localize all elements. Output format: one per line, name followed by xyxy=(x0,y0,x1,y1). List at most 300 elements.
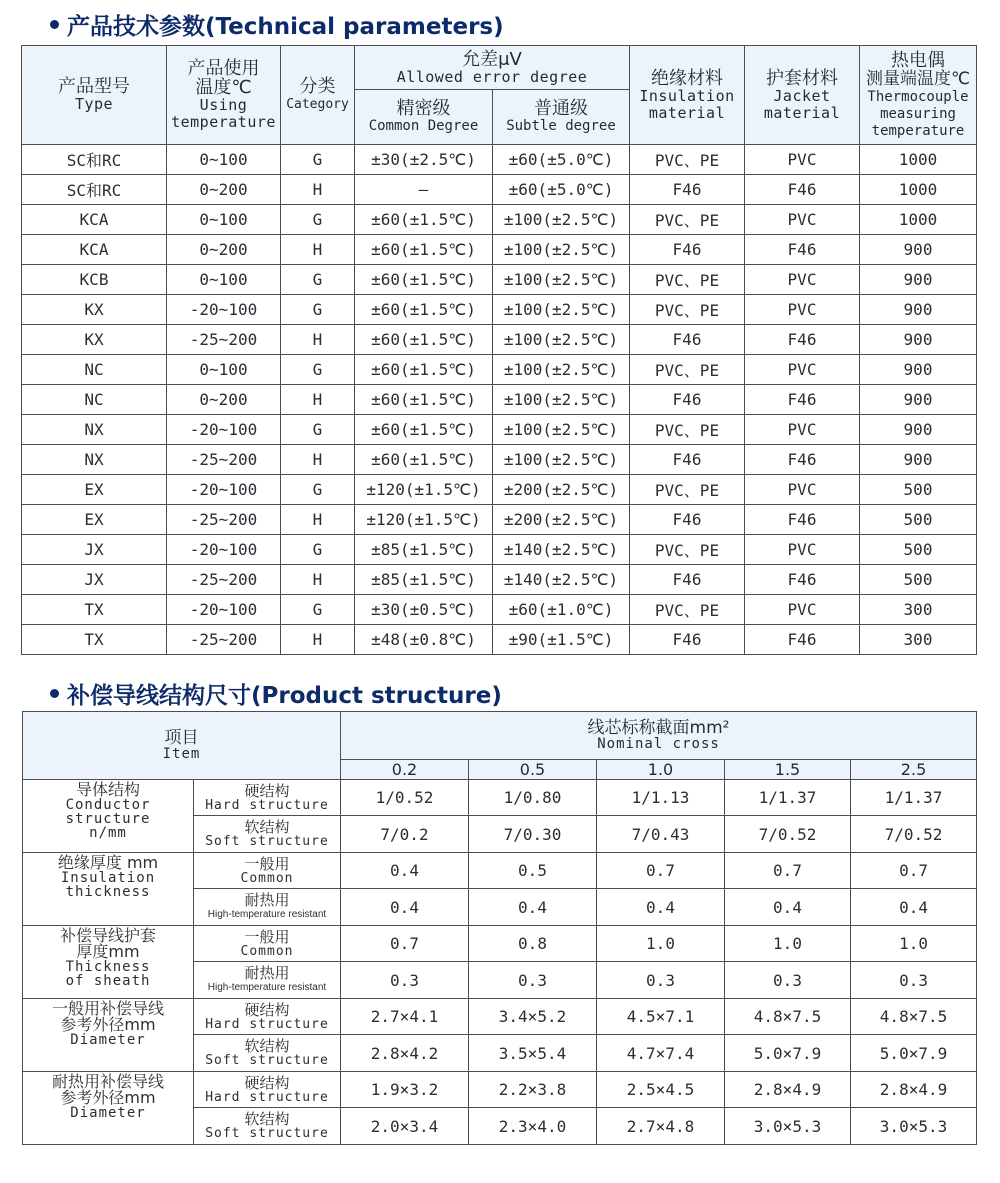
cell-measuring-temp: 500 xyxy=(860,565,977,595)
cell-type: KX xyxy=(22,295,167,325)
sub-label-zh: 硬结构 xyxy=(244,781,290,800)
cell-type: TX xyxy=(22,595,167,625)
cell-temperature: 0~200 xyxy=(167,385,281,415)
sub-label-zh: 硬结构 xyxy=(244,1073,290,1092)
group-label-en: n/mm xyxy=(89,825,127,841)
sub-label xyxy=(194,999,341,1035)
cell-value: 0.4 xyxy=(851,889,977,926)
header-item-zh: 项目 xyxy=(164,728,199,748)
sub-label-en: High-temperature resistant xyxy=(207,982,327,993)
cell-precision-error: ±85(±1.5℃) xyxy=(355,535,493,565)
cell-normal-error: ±140(±2.5℃) xyxy=(493,565,630,595)
cell-value: 0.7 xyxy=(725,853,851,889)
cell-measuring-temp: 1000 xyxy=(860,205,977,235)
cell-normal-error: ±200(±2.5℃) xyxy=(493,475,630,505)
cell-value: 0.4 xyxy=(597,889,725,926)
cell-value: 7/0.52 xyxy=(725,816,851,853)
sub-label-en: Common xyxy=(240,870,294,886)
sub-label-zh: 软结构 xyxy=(244,1110,290,1128)
cell-measuring-temp: 900 xyxy=(860,385,977,415)
cell-value: 7/0.52 xyxy=(851,816,977,853)
cell-temperature: -20~100 xyxy=(167,535,281,565)
table-row xyxy=(23,1072,977,1108)
cell-value: 2.3×4.0 xyxy=(469,1108,597,1145)
cell-precision-error: ±60(±1.5℃) xyxy=(355,205,493,235)
table-row xyxy=(22,295,977,325)
cell-value: 4.5×7.1 xyxy=(597,999,725,1035)
sub-label-en: Hard structure xyxy=(205,1089,329,1105)
cell-precision-error: ±30(±0.5℃) xyxy=(355,595,493,625)
cell-insulation: F46 xyxy=(630,175,745,205)
header-err-en: Allowed error degree xyxy=(396,67,588,86)
cell-precision-error: – xyxy=(355,175,493,205)
group-label xyxy=(23,1072,194,1145)
cell-value: 1/0.52 xyxy=(341,780,469,816)
cell-value: 2.7×4.8 xyxy=(597,1108,725,1145)
cell-value: 4.8×7.5 xyxy=(725,999,851,1035)
cell-insulation: PVC、PE xyxy=(630,595,745,625)
cell-value: 1/1.13 xyxy=(597,780,725,816)
cell-value: 1.0 xyxy=(851,926,977,962)
table-row xyxy=(22,535,977,565)
cell-jacket: F46 xyxy=(745,565,860,595)
group-label-en: of sheath xyxy=(65,973,151,989)
sub-label xyxy=(194,780,341,816)
cell-precision-error: ±60(±1.5℃) xyxy=(355,325,493,355)
cell-value: 1.9×3.2 xyxy=(341,1072,469,1108)
header-jac-en1: Jacket xyxy=(773,86,831,105)
cell-jacket: PVC xyxy=(745,205,860,235)
header-precision-grade xyxy=(355,90,493,145)
cell-measuring-temp: 500 xyxy=(860,535,977,565)
cell-category: H xyxy=(281,175,355,205)
cell-value: 0.7 xyxy=(341,926,469,962)
cell-category: G xyxy=(281,355,355,385)
sub-label-en: Common xyxy=(240,943,294,959)
group-label-zh: 绝缘厚度 mm xyxy=(57,853,159,872)
cell-normal-error: ±100(±2.5℃) xyxy=(493,445,630,475)
cell-temperature: -20~100 xyxy=(167,415,281,445)
cell-value: 2.0×3.4 xyxy=(341,1108,469,1145)
cell-type: EX xyxy=(22,475,167,505)
cell-insulation: F46 xyxy=(630,505,745,535)
cell-value: 2.5×4.5 xyxy=(597,1072,725,1108)
header-temp-zh1: 产品使用 xyxy=(187,58,260,79)
header-size: 2.5 xyxy=(851,760,977,780)
cell-normal-error: ±200(±2.5℃) xyxy=(493,505,630,535)
header-category xyxy=(281,46,355,145)
header-norm-zh: 普通级 xyxy=(534,98,588,119)
group-label-en: Diameter xyxy=(70,1105,146,1121)
table-row xyxy=(22,235,977,265)
cell-value: 5.0×7.9 xyxy=(851,1035,977,1072)
bullet-dot-icon xyxy=(50,689,59,698)
header-err-zh: 允差μV xyxy=(462,48,522,70)
cell-insulation: PVC、PE xyxy=(630,355,745,385)
technical-parameters-table xyxy=(21,45,977,655)
table-row xyxy=(22,445,977,475)
cell-value: 1/1.37 xyxy=(851,780,977,816)
cell-category: G xyxy=(281,295,355,325)
cell-precision-error: ±120(±1.5℃) xyxy=(355,505,493,535)
cell-measuring-temp: 900 xyxy=(860,235,977,265)
header-prec-zh: 精密级 xyxy=(396,98,451,119)
cell-normal-error: ±140(±2.5℃) xyxy=(493,535,630,565)
cell-value: 2.8×4.9 xyxy=(725,1072,851,1108)
cell-type: NC xyxy=(22,355,167,385)
section-title-technical-parameters xyxy=(50,8,504,41)
table-row xyxy=(22,385,977,415)
cell-jacket: F46 xyxy=(745,325,860,355)
cell-precision-error: ±120(±1.5℃) xyxy=(355,475,493,505)
cell-type: EX xyxy=(22,505,167,535)
header-ins-zh: 绝缘材料 xyxy=(651,67,723,89)
header-cross-en: Nominal cross xyxy=(597,736,720,752)
header-cross-zh: 线芯标称截面mm² xyxy=(587,718,730,738)
bullet-dot-icon xyxy=(50,20,59,29)
cell-value: 5.0×7.9 xyxy=(725,1035,851,1072)
cell-temperature: -20~100 xyxy=(167,595,281,625)
cell-value: 2.8×4.2 xyxy=(341,1035,469,1072)
cell-type: KCA xyxy=(22,205,167,235)
cell-precision-error: ±85(±1.5℃) xyxy=(355,565,493,595)
cell-category: G xyxy=(281,415,355,445)
cell-jacket: PVC xyxy=(745,595,860,625)
cell-insulation: F46 xyxy=(630,385,745,415)
cell-temperature: -25~200 xyxy=(167,565,281,595)
header-temp-en2: temperature xyxy=(171,113,276,131)
cell-normal-error: ±60(±5.0℃) xyxy=(493,145,630,175)
cell-jacket: F46 xyxy=(745,505,860,535)
cell-category: H xyxy=(281,445,355,475)
header-cat-zh: 分类 xyxy=(299,76,336,97)
cell-normal-error: ±60(±5.0℃) xyxy=(493,175,630,205)
table-row xyxy=(23,780,977,816)
cell-category: H xyxy=(281,505,355,535)
cell-normal-error: ±100(±2.5℃) xyxy=(493,235,630,265)
sub-label xyxy=(194,926,341,962)
cell-value: 2.7×4.1 xyxy=(341,999,469,1035)
cell-jacket: F46 xyxy=(745,235,860,265)
cell-temperature: -25~200 xyxy=(167,625,281,655)
group-label-en: thickness xyxy=(65,884,151,900)
sub-label xyxy=(194,816,341,853)
cell-value: 4.7×7.4 xyxy=(597,1035,725,1072)
table-row xyxy=(23,853,977,889)
cell-normal-error: ±100(±2.5℃) xyxy=(493,415,630,445)
sub-label xyxy=(194,853,341,889)
sub-label-zh: 硬结构 xyxy=(244,1000,290,1019)
cell-precision-error: ±60(±1.5℃) xyxy=(355,235,493,265)
header-cat-en: Category xyxy=(286,97,349,112)
header-size: 0.2 xyxy=(341,760,469,780)
header-temperature xyxy=(167,46,281,145)
header-size: 1.5 xyxy=(725,760,851,780)
cell-measuring-temp: 1000 xyxy=(860,145,977,175)
product-structure-table xyxy=(22,711,977,1145)
header-tc-zh2: 测量端温度℃ xyxy=(865,68,971,89)
table-row xyxy=(22,175,977,205)
cell-value: 0.4 xyxy=(341,853,469,889)
header-temp-en1: Using xyxy=(199,96,248,114)
cell-temperature: -25~200 xyxy=(167,445,281,475)
cell-insulation: F46 xyxy=(630,445,745,475)
header-tc-en3: temperature xyxy=(871,122,965,139)
cell-measuring-temp: 1000 xyxy=(860,175,977,205)
header-size: 0.5 xyxy=(469,760,597,780)
sub-label xyxy=(194,889,341,926)
group-label-zh: 参考外径mm xyxy=(60,1015,156,1034)
cell-value: 0.7 xyxy=(597,853,725,889)
header-ins-en1: Insulation xyxy=(639,86,735,105)
cell-type: NX xyxy=(22,445,167,475)
cell-value: 4.8×7.5 xyxy=(851,999,977,1035)
header-thermocouple xyxy=(860,46,977,145)
cell-jacket: F46 xyxy=(745,625,860,655)
cell-insulation: PVC、PE xyxy=(630,145,745,175)
group-label xyxy=(23,780,194,853)
cell-insulation: PVC、PE xyxy=(630,535,745,565)
cell-precision-error: ±48(±0.8℃) xyxy=(355,625,493,655)
cell-precision-error: ±60(±1.5℃) xyxy=(355,445,493,475)
cell-jacket: PVC xyxy=(745,535,860,565)
header-normal-grade xyxy=(493,90,630,145)
cell-insulation: F46 xyxy=(630,325,745,355)
header-tc-zh1: 热电偶 xyxy=(891,49,945,71)
cell-type: KX xyxy=(22,325,167,355)
cell-insulation: F46 xyxy=(630,625,745,655)
cell-measuring-temp: 500 xyxy=(860,475,977,505)
cell-temperature: 0~100 xyxy=(167,205,281,235)
cell-category: G xyxy=(281,595,355,625)
cell-type: JX xyxy=(22,535,167,565)
cell-jacket: PVC xyxy=(745,145,860,175)
table-row xyxy=(22,505,977,535)
sub-label-zh: 耐热用 xyxy=(244,964,290,982)
cell-type: JX xyxy=(22,565,167,595)
sub-label-zh: 一般用 xyxy=(244,854,290,873)
cell-insulation: F46 xyxy=(630,235,745,265)
cell-jacket: F46 xyxy=(745,445,860,475)
table-row xyxy=(22,475,977,505)
cell-temperature: 0~100 xyxy=(167,145,281,175)
cell-measuring-temp: 300 xyxy=(860,625,977,655)
group-label-en: Insulation xyxy=(60,870,156,886)
cell-precision-error: ±30(±2.5℃) xyxy=(355,145,493,175)
header-temp-zh2: 温度℃ xyxy=(195,77,252,98)
group-label-zh: 导体结构 xyxy=(75,780,140,799)
sub-label-en: Soft structure xyxy=(205,834,329,849)
cell-value: 1/1.37 xyxy=(725,780,851,816)
cell-category: G xyxy=(281,475,355,505)
cell-type: NC xyxy=(22,385,167,415)
header-tc-en1: Thermocouple xyxy=(867,88,969,105)
header-tc-en2: measuring xyxy=(880,105,956,122)
cell-value: 1.0 xyxy=(597,926,725,962)
header-item xyxy=(23,712,341,780)
cell-value: 3.0×5.3 xyxy=(725,1108,851,1145)
group-label-en: structure xyxy=(65,811,151,827)
cell-value: 0.3 xyxy=(469,962,597,999)
cell-value: 0.5 xyxy=(469,853,597,889)
sub-label-zh: 一般用 xyxy=(244,927,290,946)
group-label-zh: 一般用补偿导线 xyxy=(51,999,164,1018)
cell-temperature: 0~100 xyxy=(167,355,281,385)
group-label xyxy=(23,999,194,1072)
cell-value: 0.3 xyxy=(725,962,851,999)
header-jac-zh: 护套材料 xyxy=(766,67,838,89)
group-label xyxy=(23,926,194,999)
cell-value: 1.0 xyxy=(725,926,851,962)
cell-value: 0.3 xyxy=(597,962,725,999)
cell-category: H xyxy=(281,565,355,595)
cell-insulation: PVC、PE xyxy=(630,205,745,235)
cell-value: 1/0.80 xyxy=(469,780,597,816)
cell-type: KCA xyxy=(22,235,167,265)
cell-precision-error: ±60(±1.5℃) xyxy=(355,265,493,295)
header-size: 1.0 xyxy=(597,760,725,780)
cell-measuring-temp: 900 xyxy=(860,265,977,295)
cell-normal-error: ±100(±2.5℃) xyxy=(493,205,630,235)
cell-insulation: PVC、PE xyxy=(630,475,745,505)
cell-category: G xyxy=(281,265,355,295)
cell-temperature: -25~200 xyxy=(167,325,281,355)
header-nominal-cross xyxy=(341,712,977,760)
cell-type: SC和RC xyxy=(22,145,167,175)
group-label-zh: 厚度mm xyxy=(76,942,140,961)
cell-category: H xyxy=(281,385,355,415)
cell-type: SC和RC xyxy=(22,175,167,205)
sub-label xyxy=(194,1072,341,1108)
cell-value: 0.7 xyxy=(851,853,977,889)
group-label-zh: 补偿导线护套 xyxy=(59,926,156,945)
cell-type: KCB xyxy=(22,265,167,295)
cell-value: 0.4 xyxy=(725,889,851,926)
cell-measuring-temp: 900 xyxy=(860,325,977,355)
cell-precision-error: ±60(±1.5℃) xyxy=(355,355,493,385)
table-row xyxy=(23,999,977,1035)
cell-value: 0.3 xyxy=(341,962,469,999)
table-row xyxy=(22,565,977,595)
cell-type: NX xyxy=(22,415,167,445)
cell-value: 3.0×5.3 xyxy=(851,1108,977,1145)
cell-normal-error: ±100(±2.5℃) xyxy=(493,265,630,295)
cell-precision-error: ±60(±1.5℃) xyxy=(355,295,493,325)
sub-label-en: High-temperature resistant xyxy=(207,909,327,920)
cell-jacket: PVC xyxy=(745,415,860,445)
cell-jacket: PVC xyxy=(745,295,860,325)
cell-category: H xyxy=(281,235,355,265)
cell-normal-error: ±60(±1.0℃) xyxy=(493,595,630,625)
table-row xyxy=(22,265,977,295)
cell-jacket: F46 xyxy=(745,385,860,415)
cell-normal-error: ±90(±1.5℃) xyxy=(493,625,630,655)
cell-insulation: PVC、PE xyxy=(630,265,745,295)
cell-measuring-temp: 900 xyxy=(860,445,977,475)
cell-temperature: -20~100 xyxy=(167,295,281,325)
section-title-text: 补偿导线结构尺寸(Product structure) xyxy=(67,683,502,709)
section-title-text: 产品技术参数(Technical parameters) xyxy=(67,14,504,40)
cell-value: 7/0.2 xyxy=(341,816,469,853)
cell-temperature: 0~200 xyxy=(167,175,281,205)
header-type-zh: 产品型号 xyxy=(58,76,130,97)
cell-value: 0.8 xyxy=(469,926,597,962)
cell-temperature: -20~100 xyxy=(167,475,281,505)
cell-insulation: F46 xyxy=(630,565,745,595)
table-row xyxy=(22,595,977,625)
cell-normal-error: ±100(±2.5℃) xyxy=(493,385,630,415)
table-row xyxy=(22,625,977,655)
header-type xyxy=(22,46,167,145)
table-row xyxy=(22,325,977,355)
cell-category: H xyxy=(281,325,355,355)
header-allowed-error xyxy=(355,46,630,90)
table-row xyxy=(22,355,977,385)
sub-label-en: Hard structure xyxy=(205,1016,329,1032)
sub-label-zh: 软结构 xyxy=(244,818,290,836)
cell-temperature: 0~100 xyxy=(167,265,281,295)
group-label-zh: 参考外径mm xyxy=(60,1088,156,1107)
sub-label xyxy=(194,962,341,999)
cell-value: 2.8×4.9 xyxy=(851,1072,977,1108)
cell-value: 3.5×5.4 xyxy=(469,1035,597,1072)
cell-category: G xyxy=(281,205,355,235)
header-type-en: Type xyxy=(74,95,114,113)
cell-value: 7/0.30 xyxy=(469,816,597,853)
table-row xyxy=(22,415,977,445)
cell-category: G xyxy=(281,535,355,565)
cell-normal-error: ±100(±2.5℃) xyxy=(493,355,630,385)
cell-temperature: 0~200 xyxy=(167,235,281,265)
cell-measuring-temp: 500 xyxy=(860,505,977,535)
table-row xyxy=(23,926,977,962)
sub-label-en: Soft structure xyxy=(205,1053,329,1068)
group-label-en: Thickness xyxy=(65,959,151,975)
header-insulation xyxy=(630,46,745,145)
cell-value: 2.2×3.8 xyxy=(469,1072,597,1108)
group-label-en: Conductor xyxy=(65,797,151,813)
cell-measuring-temp: 300 xyxy=(860,595,977,625)
header-jacket xyxy=(745,46,860,145)
header-ins-en2: material xyxy=(648,103,726,122)
group-label xyxy=(23,853,194,926)
cell-precision-error: ±60(±1.5℃) xyxy=(355,385,493,415)
cell-insulation: PVC、PE xyxy=(630,295,745,325)
header-prec-en: Common Degree xyxy=(368,118,479,134)
cell-category: G xyxy=(281,145,355,175)
section-title-product-structure xyxy=(50,677,502,710)
cell-value: 7/0.43 xyxy=(597,816,725,853)
header-item-en: Item xyxy=(162,746,201,762)
cell-insulation: PVC、PE xyxy=(630,415,745,445)
cell-value: 3.4×5.2 xyxy=(469,999,597,1035)
cell-value: 0.4 xyxy=(469,889,597,926)
cell-value: 0.3 xyxy=(851,962,977,999)
cell-jacket: PVC xyxy=(745,475,860,505)
cell-jacket: PVC xyxy=(745,265,860,295)
table-row xyxy=(22,205,977,235)
sub-label-en: Hard structure xyxy=(205,797,329,813)
cell-normal-error: ±100(±2.5℃) xyxy=(493,295,630,325)
table-row xyxy=(22,145,977,175)
header-jac-en2: material xyxy=(763,103,841,122)
cell-measuring-temp: 900 xyxy=(860,355,977,385)
group-label-zh: 耐热用补偿导线 xyxy=(51,1072,164,1091)
sub-label-en: Soft structure xyxy=(205,1126,329,1141)
sub-label-zh: 软结构 xyxy=(244,1037,290,1055)
group-label-en: Diameter xyxy=(70,1032,146,1048)
cell-temperature: -25~200 xyxy=(167,505,281,535)
